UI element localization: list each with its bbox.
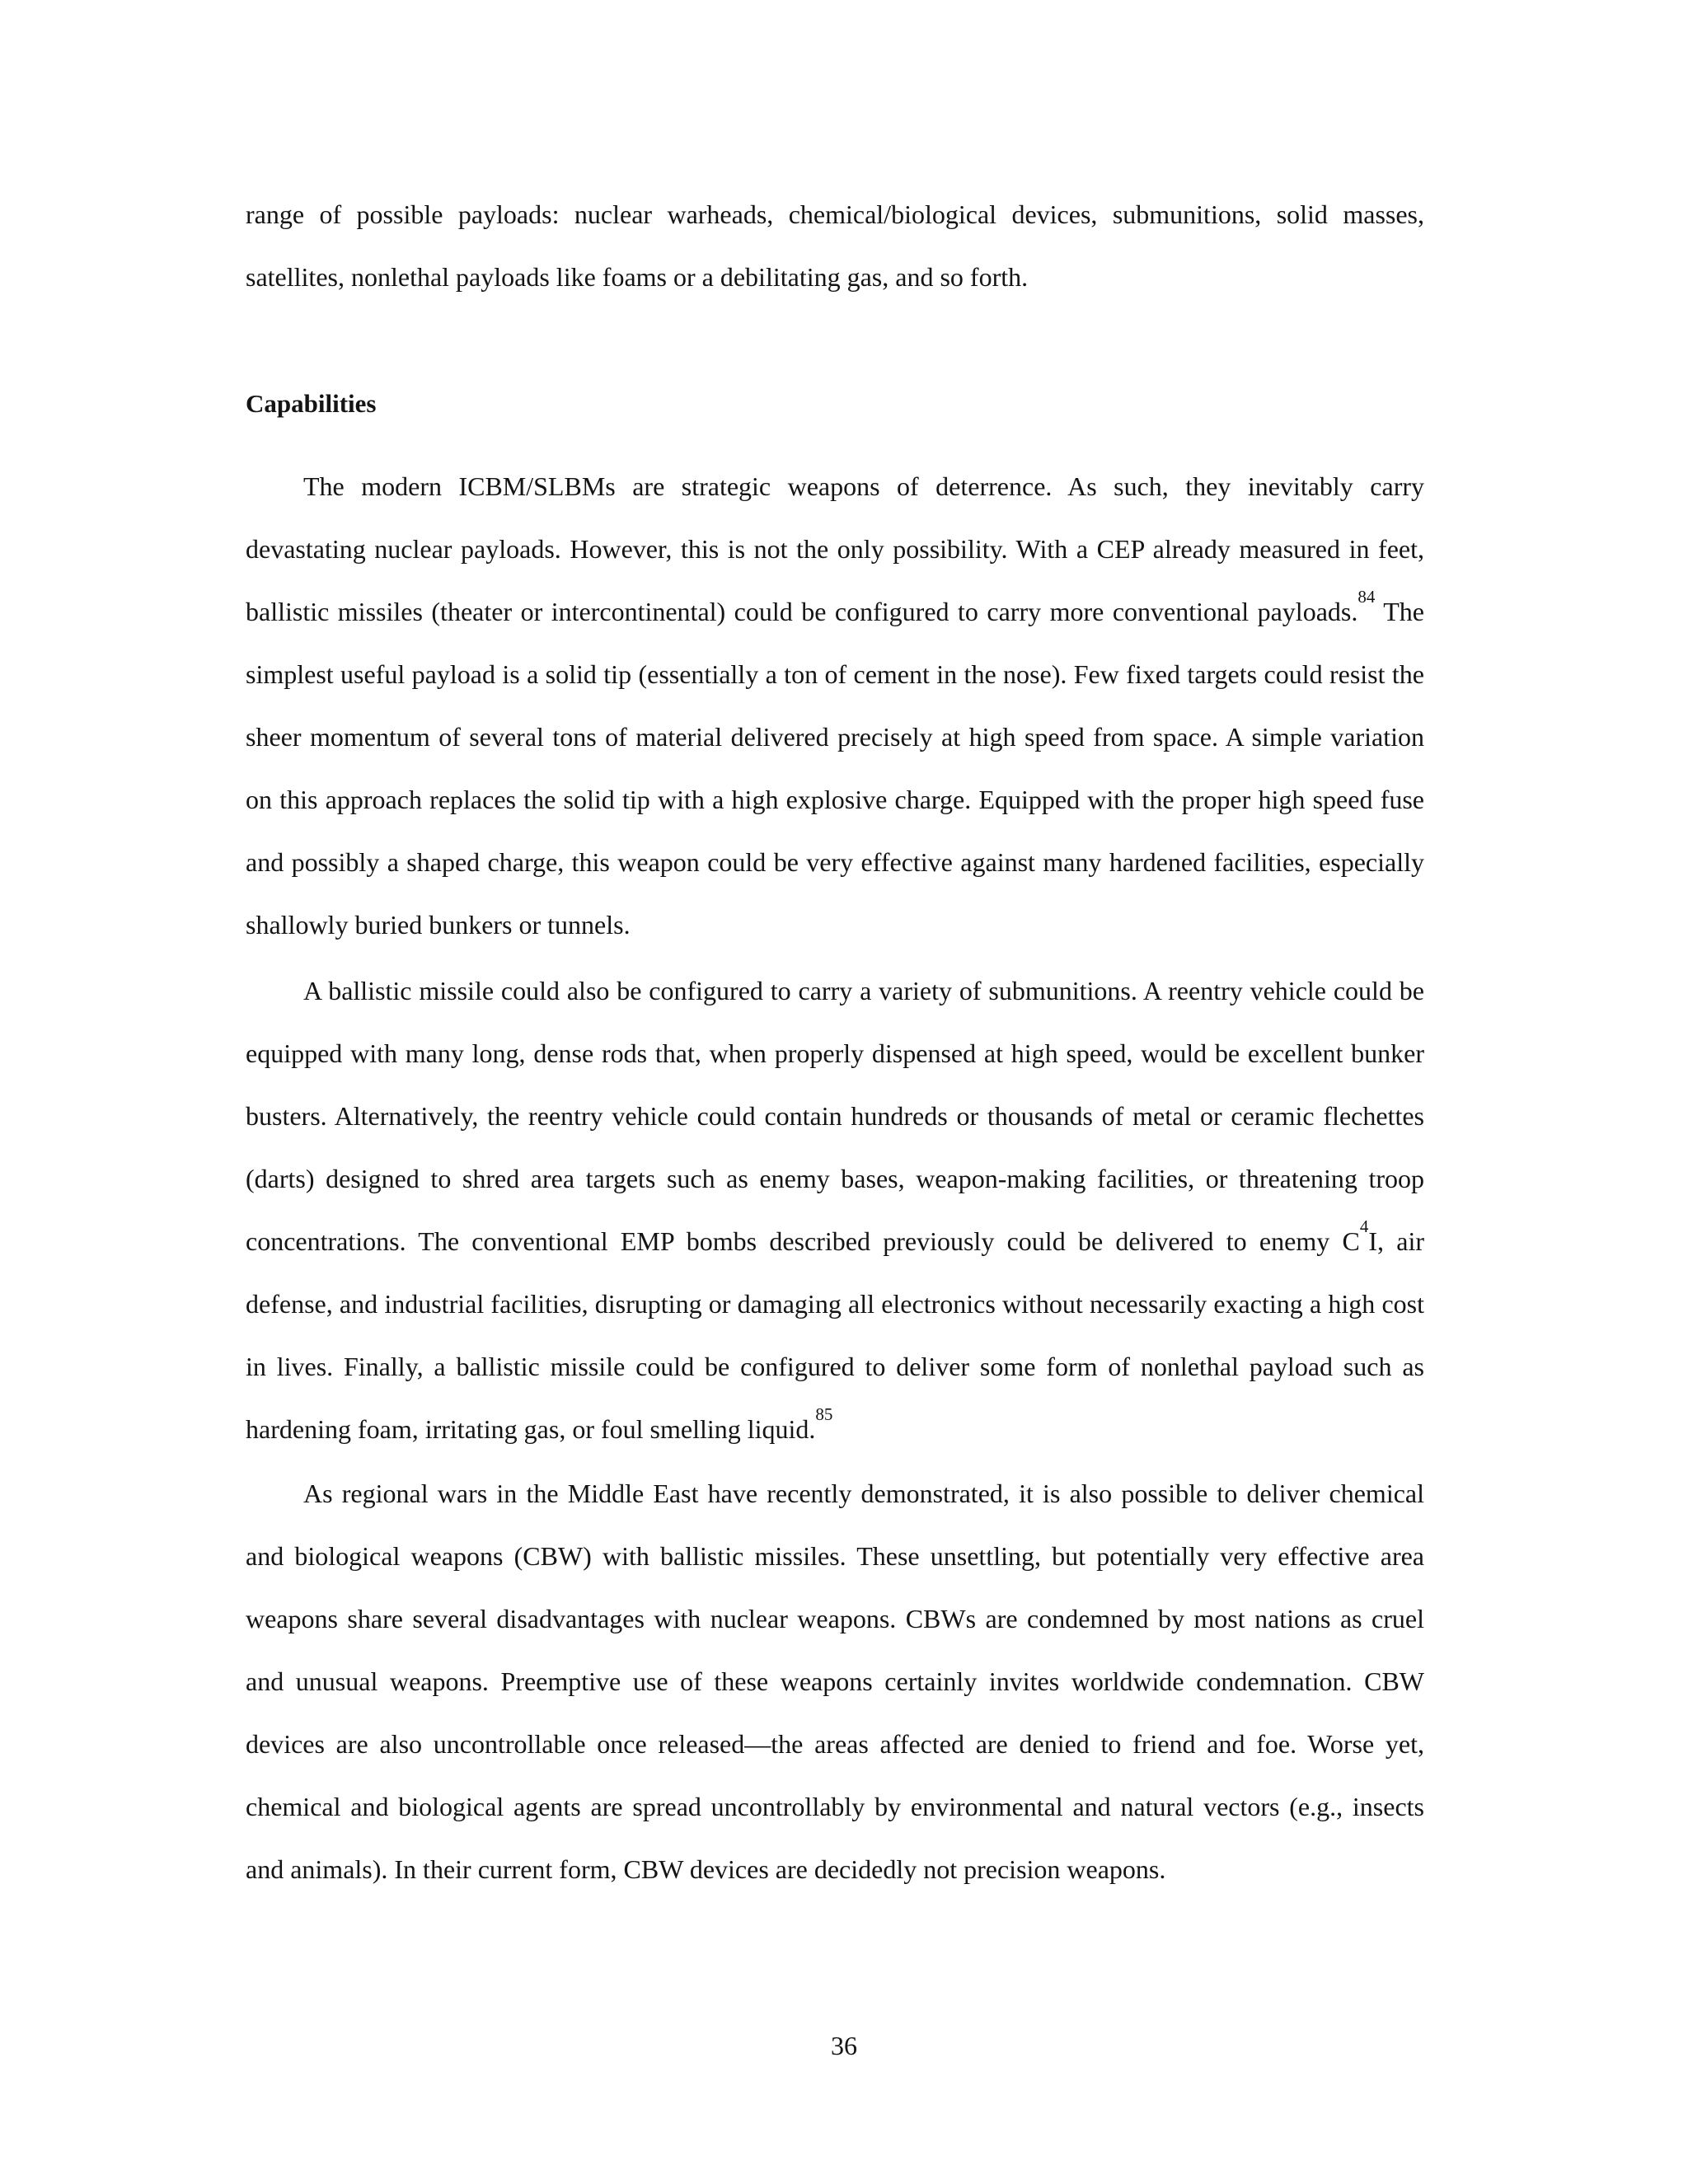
continued-paragraph: range of possible payloads: nuclear warheads, chemical/biological devices, submunitions, solid masses, satellites, nonlethal payloads like foams or a debilitating gas, and so forth. [246, 199, 1424, 292]
paragraph-submunitions [246, 959, 1424, 1460]
page-number: 36 [831, 2031, 857, 2060]
paragraph-2-text-b: I, air defense, and industrial facilities, disrupting or damaging all electronics without necessarily exacting a high cost in lives. Finally, a ballistic missile could be configured to deliver some form of nonlethal payload such as hardening foam, irritating gas, or foul smelling liquid. [246, 1226, 1425, 1444]
paragraph-2-text-a: A ballistic missile could also be configured to carry a variety of submunitions. A reentry vehicle could be equipped with many long, dense rods that, when properly dispensed at high speed, would be excellent bunker busters. Alternatively, the reentry vehicle could contain hundreds or thousands of metal or ceramic flechettes (darts) designed to shred area targets such as enemy bases, weapon-making facilities, or threatening troop concentrations. The conventional EMP bombs described previously could be delivered to enemy C [246, 976, 1424, 1256]
paragraph-icbm-payloads [246, 455, 1424, 956]
paragraph-cbw: As regional wars in the Middle East have recently demonstrated, it is also possible to deliver chemical and biological weapons (CBW) with ballistic missiles. These unsettling, but potentially very effective area weapons share several disadvantages with nuclear weapons. CBWs are condemned by most nations as cruel and unusual weapons. Preemptive use of these weapons certainly invites worldwide condemnation. CBW devices are also uncontrollable once released—the areas affected are denied to friend and foe. Worse yet, chemical and biological agents are spread uncontrollably by environmental and natural vectors (e.g., insects and animals). In their current form, CBW devices are decidedly not precision weapons. [246, 1479, 1424, 1884]
section-heading-capabilities: Capabilities [246, 389, 377, 418]
footnote-marker-85: 85 [815, 1404, 833, 1425]
superscript-4: 4 [1359, 1216, 1369, 1237]
paragraph-1-text-b: The simplest useful payload is a solid tip (essentially a ton of cement in the nose). Few fixed targets could resist the sheer momentum of several tons of material delivered precisely at high speed from space. A simple variation on this approach replaces the solid tip with a high explosive charge. Equipped with the proper high speed fuse and possibly a shaped charge, this weapon could be very effective against many hardened facilities, especially shallowly buried bunkers or tunnels. [246, 597, 1425, 940]
paragraph-1-text-a: The modern ICBM/SLBMs are strategic weapons of deterrence. As such, they inevitably carry devastating nuclear payloads. However, this is not the only possibility. With a CEP already measured in feet, ballistic missiles (theater or intercontinental) could be configured to carry more conventional payloads. [246, 471, 1424, 626]
footnote-marker-84: 84 [1357, 587, 1376, 607]
